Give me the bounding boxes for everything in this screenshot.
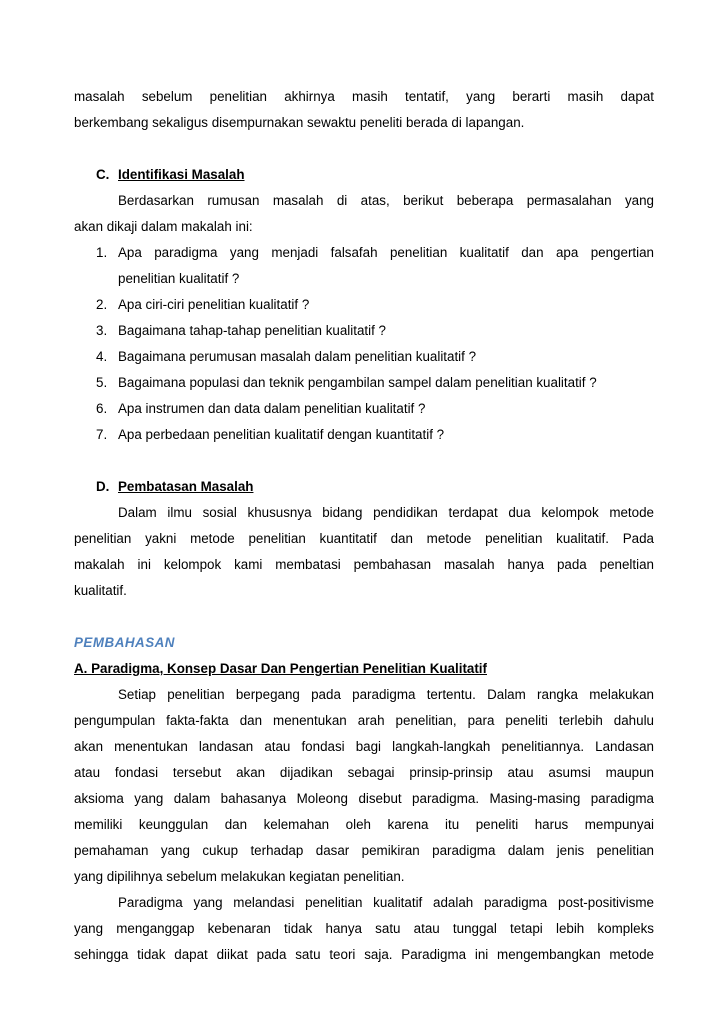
- para1-line: memiliki keunggulan dan kelemahan oleh karena itu peneliti harus mempunyai: [74, 817, 654, 832]
- pembahasan-subheading: A. Paradigma, Konsep Dasar Dan Pengertian Penelitian Kualitatif: [74, 661, 487, 676]
- list-item-number: 1.: [96, 245, 108, 260]
- list-item: [74, 240, 654, 266]
- intro-line-2: berkembang sekaligus disempurnakan sewaktu peneliti berada di lapangan.: [74, 115, 525, 130]
- para1-line: aksioma yang dalam bahasanya Moleong disebut paradigma. Masing-masing paradigma: [74, 791, 654, 806]
- list-item-number: 3.: [96, 323, 108, 338]
- list-item-number: 4.: [96, 349, 108, 364]
- list-item: [74, 292, 654, 318]
- list-item-text: Apa paradigma yang menjadi falsafah penelitian kualitatif dan apa pengertian: [118, 245, 654, 260]
- para1-line: pengumpulan fakta-fakta dan menentukan arah penelitian, para peneliti terlebih dahulu: [74, 713, 654, 728]
- list-item: [74, 422, 654, 448]
- section-d-line-4: kualitatif.: [74, 583, 127, 598]
- list-item-text: Bagaimana perumusan masalah dalam penelitian kualitatif ?: [118, 349, 477, 364]
- list-item: [74, 370, 654, 396]
- list-item: [74, 318, 654, 344]
- intro-line-1: masalah sebelum penelitian akhirnya masih tentatif, yang berarti masih dapat: [74, 89, 654, 104]
- list-item-text: Bagaimana tahap-tahap penelitian kualitatif ?: [118, 323, 387, 338]
- section-c-letter: C.: [96, 167, 110, 182]
- section-d-heading: [74, 474, 654, 500]
- section-c-title: Identifikasi Masalah: [118, 167, 245, 182]
- list-item-text: Apa perbedaan penelitian kualitatif dengan kuantitatif ?: [118, 427, 445, 442]
- para1-line: akan menentukan landasan atau fondasi bagi langkah-langkah penelitiannya. Landasan: [74, 739, 654, 754]
- document-page: [74, 84, 654, 968]
- list-item-text: Bagaimana populasi dan teknik pengambilan sampel dalam penelitian kualitatif ?: [118, 375, 597, 390]
- section-d-title: Pembatasan Masalah: [118, 479, 254, 494]
- pembahasan-heading: PEMBAHASAN: [74, 635, 175, 650]
- section-c-line-1: Berdasarkan rumusan masalah di atas, berikut beberapa permasalahan yang: [118, 193, 654, 208]
- para2-line: Paradigma yang melandasi penelitian kualitatif adalah paradigma post-positivisme: [118, 895, 654, 910]
- list-item-text: Apa ciri-ciri penelitian kualitatif ?: [118, 297, 310, 312]
- list-item-number: 5.: [96, 375, 108, 390]
- para2-line: sehingga tidak dapat diikat pada satu teori saja. Paradigma ini mengembangkan metode: [74, 947, 654, 962]
- list-item-number: 6.: [96, 401, 108, 416]
- para1-line: Setiap penelitian berpegang pada paradigma tertentu. Dalam rangka melakukan: [118, 687, 654, 702]
- list-item-continuation: penelitian kualitatif ?: [118, 271, 240, 286]
- list-item-text: Apa instrumen dan data dalam penelitian kualitatif ?: [118, 401, 426, 416]
- section-d-line-1: Dalam ilmu sosial khususnya bidang pendidikan terdapat dua kelompok metode: [118, 505, 654, 520]
- list-item-number: 2.: [96, 297, 108, 312]
- section-d-letter: D.: [96, 479, 110, 494]
- para2-line: yang menganggap kebenaran tidak hanya satu atau tunggal tetapi lebih kompleks: [74, 921, 654, 936]
- section-c-line-2: akan dikaji dalam makalah ini:: [74, 219, 253, 234]
- section-d-line-2: penelitian yakni metode penelitian kuantitatif dan metode penelitian kualitatif. Pada: [74, 531, 654, 546]
- para1-line: atau fondasi tersebut akan dijadikan sebagai prinsip-prinsip atau asumsi maupun: [74, 765, 654, 780]
- list-item: [74, 344, 654, 370]
- section-d-line-3: makalah ini kelompok kami membatasi pembahasan masalah hanya pada peneltian: [74, 557, 654, 572]
- list-item: [74, 396, 654, 422]
- para1-line: pemahaman yang cukup terhadap dasar pemikiran paradigma dalam jenis penelitian: [74, 843, 654, 858]
- section-c-heading: [74, 162, 654, 188]
- list-item-number: 7.: [96, 427, 108, 442]
- para1-line: yang dipilihnya sebelum melakukan kegiatan penelitian.: [74, 869, 405, 884]
